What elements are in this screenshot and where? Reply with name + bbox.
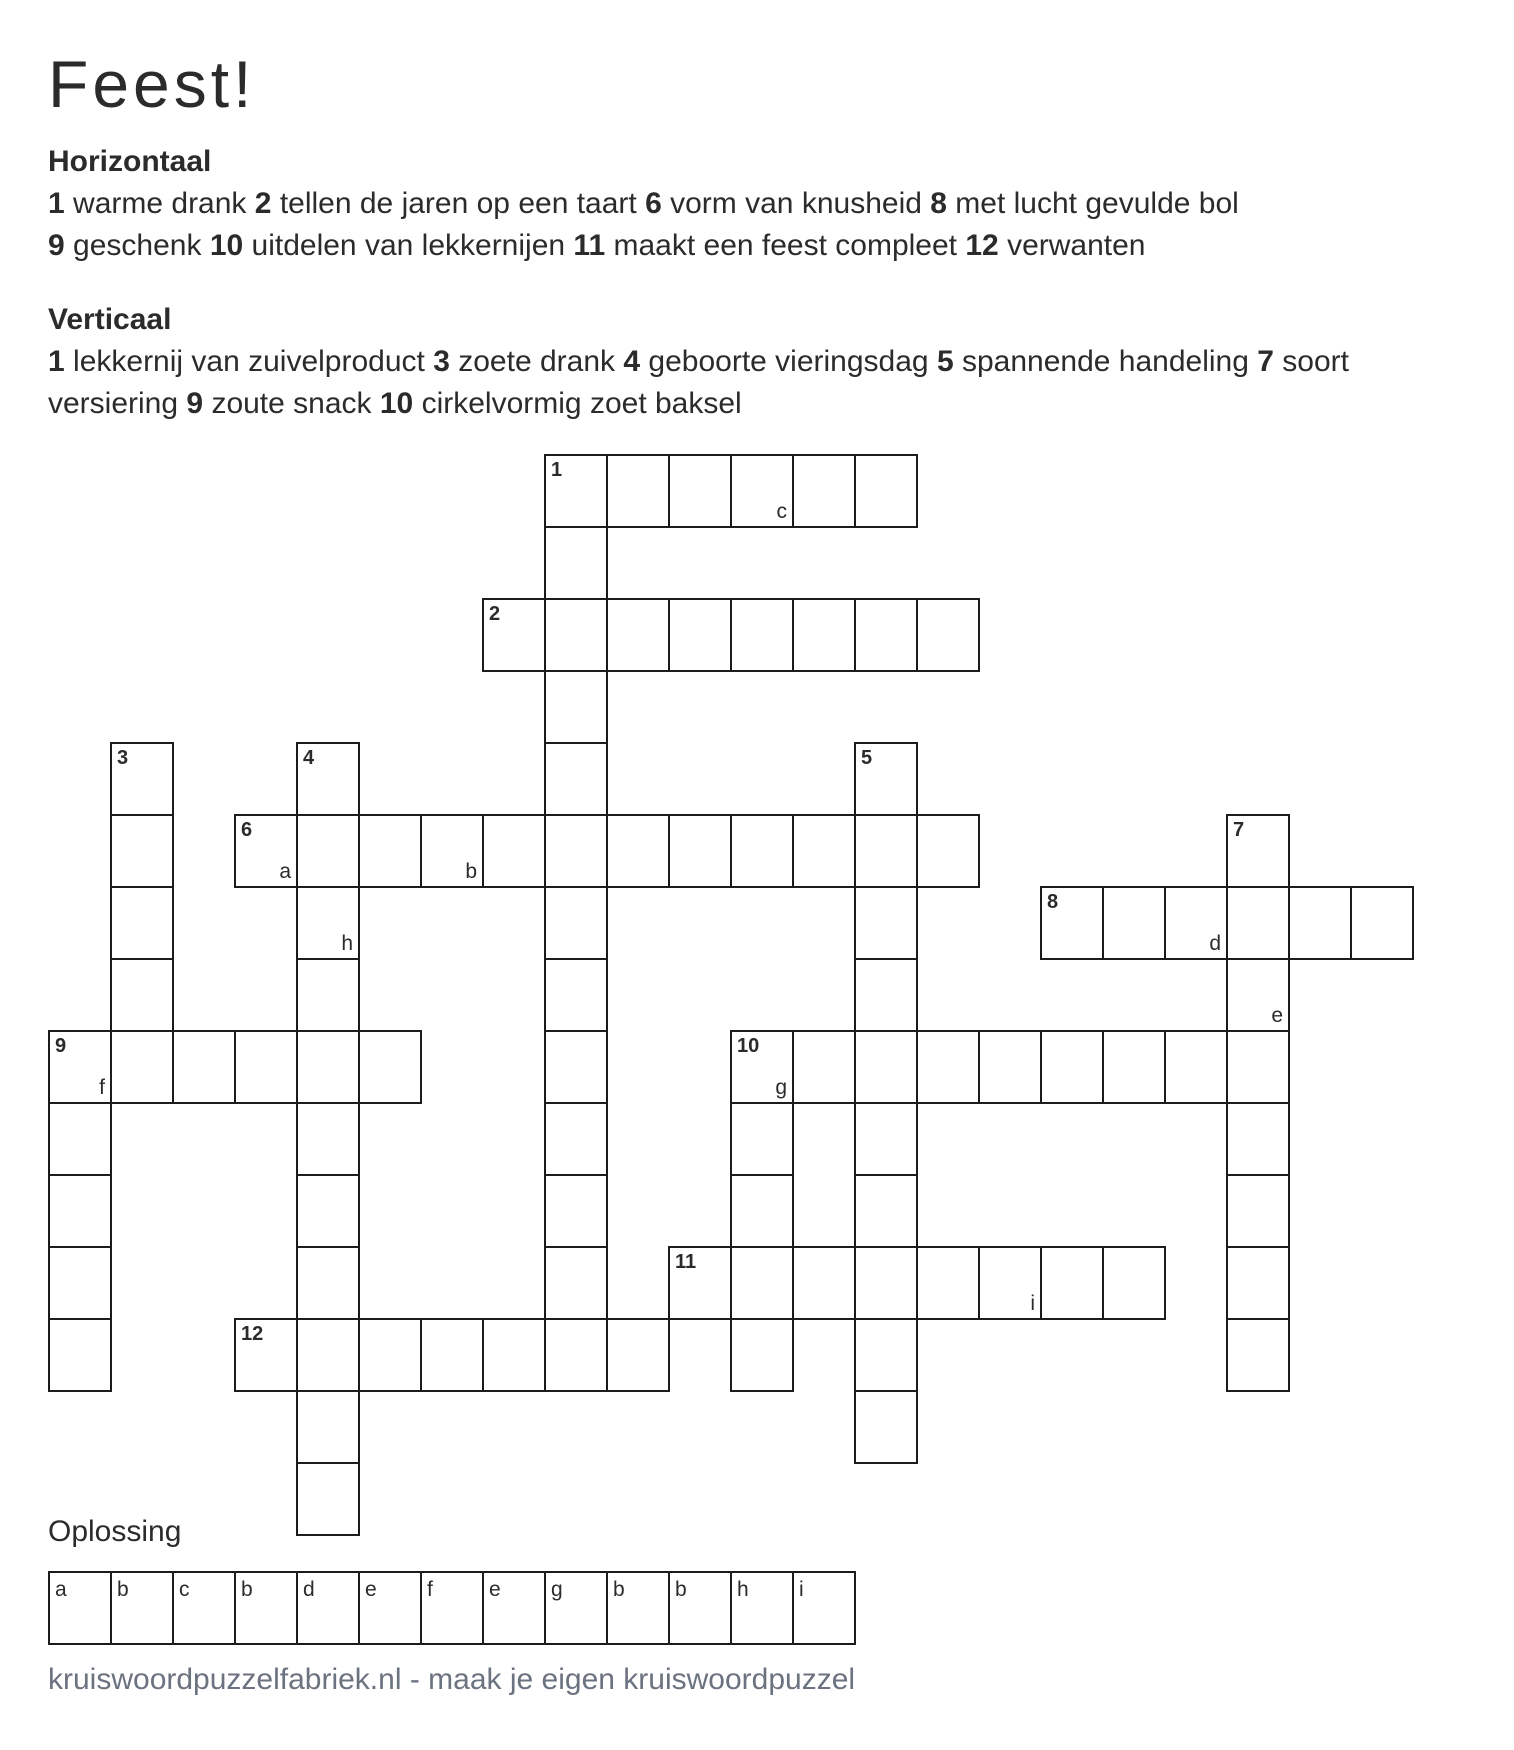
clue-number: 6 (241, 819, 253, 841)
grid-cell[interactable] (296, 1030, 360, 1104)
grid-cell[interactable] (1350, 886, 1414, 960)
grid-cell[interactable] (854, 1030, 918, 1104)
grid-cell[interactable] (544, 454, 608, 528)
solution-cell[interactable] (110, 1571, 174, 1645)
grid-cell[interactable] (916, 814, 980, 888)
grid-cell[interactable] (730, 598, 794, 672)
grid-cell[interactable] (296, 1462, 360, 1536)
grid-cell[interactable] (358, 814, 422, 888)
solution-cell[interactable] (482, 1571, 546, 1645)
solution-cell-letter: f (427, 1578, 433, 1601)
clue-number: 4 (303, 747, 315, 769)
grid-cell[interactable] (1102, 886, 1166, 960)
grid-cell[interactable] (296, 1246, 360, 1320)
grid-cell[interactable] (48, 1174, 112, 1248)
grid-cell[interactable] (1226, 958, 1290, 1032)
solution-cell[interactable] (172, 1571, 236, 1645)
clue-number: 7 (1233, 819, 1245, 841)
solution-row (48, 1571, 854, 1645)
grid-cell[interactable] (110, 742, 174, 816)
clue-number: 8 (1047, 891, 1059, 913)
grid-cell[interactable] (730, 1102, 794, 1176)
grid-cell[interactable] (606, 454, 670, 528)
grid-cell[interactable] (296, 958, 360, 1032)
grid-cell[interactable] (606, 598, 670, 672)
grid-cell[interactable] (1226, 1174, 1290, 1248)
grid-cell[interactable] (1226, 1318, 1290, 1392)
grid-cell[interactable] (544, 1102, 608, 1176)
clue-number: 1 (551, 459, 563, 481)
grid-cell[interactable] (792, 454, 856, 528)
grid-cell[interactable] (1288, 886, 1352, 960)
grid-cell[interactable] (916, 1246, 980, 1320)
grid-cell[interactable] (544, 814, 608, 888)
grid-cell[interactable] (296, 1390, 360, 1464)
solution-cell-letter: d (303, 1578, 315, 1601)
footer-text: kruiswoordpuzzelfabriek.nl - maak je eigen kruiswoordpuzzel (48, 1663, 856, 1696)
clue-number: 2 (489, 603, 501, 625)
clues-horizontal-heading: Horizontaal (48, 145, 212, 178)
grid-cell[interactable] (172, 1030, 236, 1104)
grid-cell[interactable] (854, 598, 918, 672)
solution-cell[interactable] (420, 1571, 484, 1645)
grid-cell[interactable] (234, 1318, 298, 1392)
grid-cell[interactable] (978, 1246, 1042, 1320)
grid-cell[interactable] (48, 1030, 112, 1104)
solution-key-letter: i (1030, 1292, 1035, 1315)
grid-cell[interactable] (482, 1318, 546, 1392)
grid-cell[interactable] (48, 1246, 112, 1320)
grid-cell[interactable] (420, 1318, 484, 1392)
grid-cell[interactable] (544, 598, 608, 672)
grid-cell[interactable] (730, 454, 794, 528)
solution-cell-letter: b (241, 1578, 253, 1601)
grid-cell[interactable] (854, 1102, 918, 1176)
grid-cell[interactable] (730, 1318, 794, 1392)
grid-cell[interactable] (792, 598, 856, 672)
clue-number: 3 (117, 747, 129, 769)
grid-cell[interactable] (668, 454, 732, 528)
solution-key-letter: e (1271, 1004, 1283, 1027)
grid-cell[interactable] (854, 958, 918, 1032)
grid-cell[interactable] (854, 1390, 918, 1464)
grid-cell[interactable] (544, 742, 608, 816)
grid-cell[interactable] (234, 814, 298, 888)
solution-cell-letter: e (489, 1578, 501, 1601)
grid-cell[interactable] (544, 1246, 608, 1320)
solution-cell[interactable] (668, 1571, 732, 1645)
solution-cell[interactable] (358, 1571, 422, 1645)
solution-cell[interactable] (606, 1571, 670, 1645)
solution-cell-letter: b (613, 1578, 625, 1601)
solution-key-letter: h (341, 932, 353, 955)
grid-cell[interactable] (544, 886, 608, 960)
grid-cell[interactable] (1164, 1030, 1228, 1104)
grid-cell[interactable] (1226, 814, 1290, 888)
grid-cell[interactable] (296, 1102, 360, 1176)
grid-cell[interactable] (854, 1318, 918, 1392)
grid-cell[interactable] (1040, 886, 1104, 960)
grid-cell[interactable] (544, 1174, 608, 1248)
grid-cell[interactable] (48, 1318, 112, 1392)
solution-cell-letter: h (737, 1578, 749, 1601)
grid-cell[interactable] (110, 886, 174, 960)
solution-cell-letter: i (799, 1578, 804, 1601)
solution-key-letter: a (279, 860, 291, 883)
grid-cell[interactable] (1226, 886, 1290, 960)
grid-cell[interactable] (296, 886, 360, 960)
grid-cell[interactable] (110, 1030, 174, 1104)
grid-cell[interactable] (854, 1246, 918, 1320)
grid-cell[interactable] (544, 958, 608, 1032)
solution-cell[interactable] (792, 1571, 856, 1645)
grid-cell[interactable] (730, 1174, 794, 1248)
grid-cell[interactable] (544, 526, 608, 600)
grid-cell[interactable] (606, 814, 670, 888)
clues-vertical-list: 1 lekkernij van zuivelproduct 3 zoete drank 4 geboorte vieringsdag 5 spannende handeling 7 soort versiering 9 zoute snack 10 cirkelvormig zoet baksel (48, 345, 1349, 420)
grid-cell[interactable] (730, 1030, 794, 1104)
grid-cell[interactable] (1102, 1030, 1166, 1104)
grid-cell[interactable] (730, 1246, 794, 1320)
grid-cell[interactable] (854, 1174, 918, 1248)
grid-cell[interactable] (48, 1102, 112, 1176)
grid-cell[interactable] (110, 958, 174, 1032)
grid-cell[interactable] (544, 1318, 608, 1392)
grid-cell[interactable] (110, 814, 174, 888)
grid-cell[interactable] (1226, 1030, 1290, 1104)
grid-cell[interactable] (1226, 1246, 1290, 1320)
clue-number: 5 (861, 747, 873, 769)
grid-cell[interactable] (854, 814, 918, 888)
solution-cell[interactable] (48, 1571, 112, 1645)
grid-cell[interactable] (296, 814, 360, 888)
grid-cell[interactable] (1040, 1246, 1104, 1320)
grid-cell[interactable] (358, 1318, 422, 1392)
grid-cell[interactable] (854, 886, 918, 960)
grid-cell[interactable] (1164, 886, 1228, 960)
page-title: Feest! (48, 47, 256, 121)
grid-cell[interactable] (792, 1030, 856, 1104)
grid-cell[interactable] (854, 454, 918, 528)
clues-horizontal-list: 1 warme drank 2 tellen de jaren op een taart 6 vorm van knusheid 8 met lucht gevulde bol 9 geschenk 10 uitdelen van lekkernijen 11 maakt een feest compleet 12 verwanten (48, 187, 1239, 262)
clue-number: 12 (241, 1323, 264, 1345)
grid-cell[interactable] (234, 1030, 298, 1104)
grid-cell[interactable] (668, 598, 732, 672)
solution-cell[interactable] (730, 1571, 794, 1645)
solution-key-letter: b (465, 860, 477, 883)
grid-cell[interactable] (296, 1318, 360, 1392)
grid-cell[interactable] (916, 598, 980, 672)
grid-cell[interactable] (668, 1246, 732, 1320)
clue-number: 9 (55, 1035, 67, 1057)
grid-cell[interactable] (854, 742, 918, 816)
grid-cell[interactable] (792, 1246, 856, 1320)
grid-cell[interactable] (668, 814, 732, 888)
grid-cell[interactable] (792, 814, 856, 888)
solution-cell-letter: g (551, 1578, 563, 1601)
grid-cell[interactable] (606, 1318, 670, 1392)
grid-cell[interactable] (916, 1030, 980, 1104)
solution-cell[interactable] (296, 1571, 360, 1645)
solution-key-letter: d (1209, 932, 1221, 955)
clues-vertical-heading: Verticaal (48, 303, 172, 336)
grid-cell[interactable] (296, 1174, 360, 1248)
solution-label: Oplossing (48, 1515, 182, 1548)
solution-cell-letter: e (365, 1578, 377, 1601)
grid-cell[interactable] (1102, 1246, 1166, 1320)
grid-cell[interactable] (358, 1030, 422, 1104)
solution-key-letter: f (99, 1076, 105, 1099)
solution-cell-letter: b (117, 1578, 129, 1601)
solution-key-letter: c (776, 500, 787, 523)
grid-cell[interactable] (1226, 1102, 1290, 1176)
grid-cell[interactable] (978, 1030, 1042, 1104)
clue-number: 11 (675, 1251, 697, 1273)
clue-number: 10 (737, 1035, 760, 1057)
solution-key-letter: g (775, 1076, 787, 1099)
grid-cell[interactable] (296, 742, 360, 816)
grid-cell[interactable] (420, 814, 484, 888)
solution-cell[interactable] (544, 1571, 608, 1645)
grid-cell[interactable] (482, 814, 546, 888)
grid-cell[interactable] (544, 670, 608, 744)
solution-cell-letter: b (675, 1578, 687, 1601)
solution-cell-letter: a (55, 1578, 67, 1601)
grid-cell[interactable] (544, 1030, 608, 1104)
solution-cell-letter: c (179, 1578, 190, 1601)
grid-cell[interactable] (482, 598, 546, 672)
solution-cell[interactable] (234, 1571, 298, 1645)
grid-cell[interactable] (730, 814, 794, 888)
grid-cell[interactable] (1040, 1030, 1104, 1104)
